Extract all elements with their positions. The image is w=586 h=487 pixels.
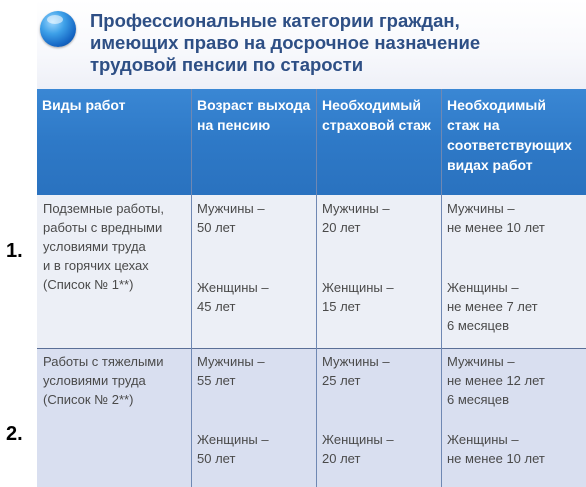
work-type-cell <box>43 352 164 409</box>
column-header-text: на пенсию <box>197 117 271 133</box>
cell-text: Женщины – <box>197 280 269 295</box>
cell-text: (Список № 2**) <box>43 392 134 407</box>
retirement-age-men <box>197 199 265 237</box>
cell-text: Мужчины – <box>322 354 390 369</box>
column-divider <box>316 89 317 487</box>
cell-text: не менее 12 лет <box>447 373 545 388</box>
cell-text: (Список № 1**) <box>43 277 134 292</box>
cell-text: Работы с тяжелыми <box>43 354 164 369</box>
cell-text: работы с вредными <box>43 220 163 235</box>
retirement-age-women <box>197 278 269 316</box>
cell-text: и в горячих цехах <box>43 258 149 273</box>
title-line: трудовой пенсии по старости <box>90 54 364 75</box>
cell-text: 20 лет <box>322 220 361 235</box>
cell-text: Мужчины – <box>322 201 390 216</box>
special-record-women <box>447 278 538 335</box>
cell-text: Мужчины – <box>197 354 265 369</box>
cell-text: Мужчины – <box>197 201 265 216</box>
column-header-text: Виды работ <box>42 97 126 113</box>
column-header-special-record <box>442 89 586 195</box>
special-record-women <box>447 430 545 468</box>
cell-text: условиями труда <box>43 373 146 388</box>
cell-text: 50 лет <box>197 451 236 466</box>
column-header-text: страховой стаж <box>322 117 431 133</box>
cell-text: Женщины – <box>447 432 519 447</box>
cell-text: Женщины – <box>322 280 394 295</box>
row-number: 2. <box>6 423 23 445</box>
cell-text: не менее 10 лет <box>447 451 545 466</box>
cell-text: Женщины – <box>322 432 394 447</box>
insurance-record-men <box>322 352 390 390</box>
page-title <box>90 10 560 76</box>
cell-text: 50 лет <box>197 220 236 235</box>
cell-text: Мужчины – <box>447 354 515 369</box>
cell-text: 25 лет <box>322 373 361 388</box>
work-type-cell <box>43 199 164 294</box>
cell-text: Женщины – <box>447 280 519 295</box>
insurance-record-women <box>322 278 394 316</box>
column-header-work-type <box>37 89 191 195</box>
column-divider <box>441 89 442 487</box>
column-header-text: Возраст выхода <box>197 97 311 113</box>
insurance-record-women <box>322 430 394 468</box>
cell-text: Подземные работы, <box>43 201 164 216</box>
title-line: Профессиональные категории граждан, <box>90 10 460 31</box>
column-header-text: видах работ <box>447 157 533 173</box>
cell-text: 45 лет <box>197 299 236 314</box>
cell-text: условиями труда <box>43 239 146 254</box>
column-header-retirement-age <box>192 89 316 195</box>
cell-text: 6 месяцев <box>447 392 509 407</box>
row-divider <box>37 348 586 349</box>
retirement-age-men <box>197 352 265 390</box>
column-header-insurance-record <box>317 89 441 195</box>
cell-text: 20 лет <box>322 451 361 466</box>
special-record-men <box>447 352 545 409</box>
cell-text: 55 лет <box>197 373 236 388</box>
cell-text: 6 месяцев <box>447 318 509 333</box>
retirement-age-women <box>197 430 269 468</box>
title-line: имеющих право на досрочное назначение <box>90 32 481 53</box>
column-divider <box>191 89 192 487</box>
column-header-text: соответствующих <box>447 137 572 153</box>
cell-text: Мужчины – <box>447 201 515 216</box>
special-record-men <box>447 199 545 237</box>
row-number: 1. <box>6 240 23 262</box>
globe-icon <box>40 11 76 47</box>
cell-text: Женщины – <box>197 432 269 447</box>
insurance-record-men <box>322 199 390 237</box>
cell-text: 15 лет <box>322 299 361 314</box>
column-header-text: Необходимый <box>322 97 421 113</box>
cell-text: не менее 7 лет <box>447 299 538 314</box>
column-header-text: стаж на <box>447 117 500 133</box>
cell-text: не менее 10 лет <box>447 220 545 235</box>
column-header-text: Необходимый <box>447 97 546 113</box>
